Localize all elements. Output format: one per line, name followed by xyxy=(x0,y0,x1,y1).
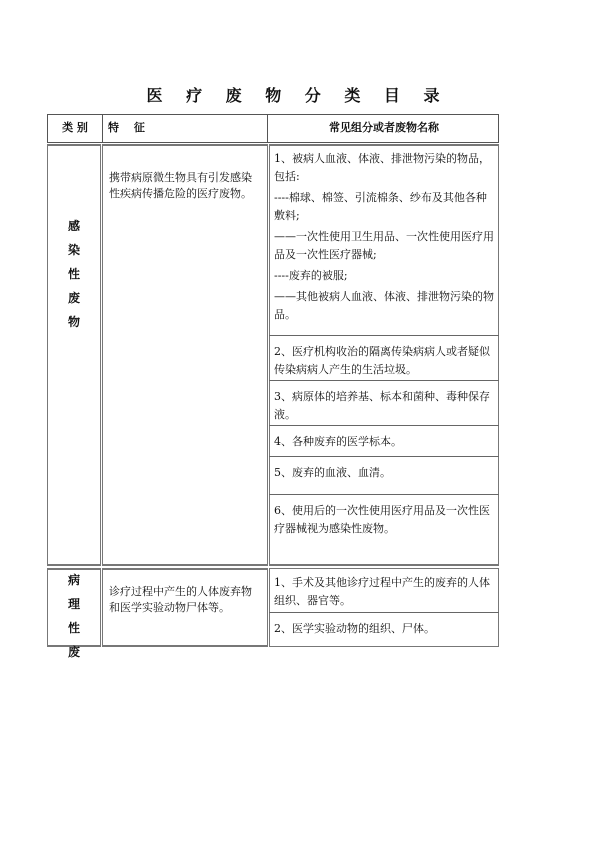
category-char: 废 xyxy=(67,291,80,305)
feature-cell xyxy=(102,144,268,566)
list-item xyxy=(269,568,499,613)
feature-text: 携带病原微生物具有引发感染性疾病传播危险的医疗废物。 xyxy=(109,171,252,200)
list-item xyxy=(269,337,499,381)
item-line: 5、废弃的血液、血清。 xyxy=(274,466,391,479)
group-pathological-waste xyxy=(47,568,499,659)
item-line: 6、使用后的一次性使用医疗用品及一次性医疗器械视为感染性废物。 xyxy=(274,504,490,535)
item-line: ----废弃的被服; xyxy=(274,269,348,282)
item-line: 3、病原体的培养基、标本和菌种、毒种保存液。 xyxy=(274,390,490,421)
item-line: 4、各种废弃的医学标本。 xyxy=(274,435,402,448)
category-char: 废 xyxy=(67,645,80,659)
category-char: 理 xyxy=(67,597,80,611)
table-header-row xyxy=(47,114,499,143)
medical-waste-table xyxy=(47,114,499,659)
list-item xyxy=(269,382,499,426)
category-char: 性 xyxy=(67,621,80,635)
category-label xyxy=(47,568,101,664)
header-divider xyxy=(102,115,103,142)
category-label xyxy=(47,214,101,334)
category-cell xyxy=(47,144,101,566)
list-item xyxy=(269,458,499,495)
list-item xyxy=(269,496,499,566)
group-infectious-waste xyxy=(47,144,499,566)
item-line: ----棉球、棉签、引流棉条、纱布及其他各种敷料; xyxy=(274,191,487,222)
item-line: 1、手术及其他诊疗过程中产生的废弃的人体组织、器官等。 xyxy=(274,576,490,607)
page-title: 医 疗 废 物 分 类 目 录 xyxy=(146,86,449,105)
header-category: 类 别 xyxy=(62,121,88,134)
item-line: 1、被病人血液、体液、排泄物污染的物品，包括: xyxy=(274,152,490,183)
category-char: 性 xyxy=(67,267,80,281)
list-item xyxy=(269,144,499,336)
list-item xyxy=(269,427,499,457)
item-line: 2、医学实验动物的组织、尸体。 xyxy=(274,622,435,635)
header-divider xyxy=(267,115,268,142)
category-char: 染 xyxy=(67,243,80,257)
category-char: 物 xyxy=(67,315,80,329)
item-line: ——一次性使用卫生用品、一次性使用医疗用品及一次性医疗器械; xyxy=(274,230,494,261)
category-char: 病 xyxy=(67,573,80,587)
category-char: 感 xyxy=(67,219,80,233)
header-feature: 特 征 xyxy=(108,121,145,134)
header-components: 常见组分或者废物名称 xyxy=(329,121,439,134)
item-line: 2、医疗机构收治的隔离传染病病人或者疑似传染病病人产生的生活垃圾。 xyxy=(274,345,490,376)
item-line: ——其他被病人血液、体液、排泄物污染的物品。 xyxy=(274,290,494,321)
list-item xyxy=(269,614,499,647)
feature-text: 诊疗过程中产生的人体废弃物和医学实验动物尸体等。 xyxy=(109,585,252,614)
